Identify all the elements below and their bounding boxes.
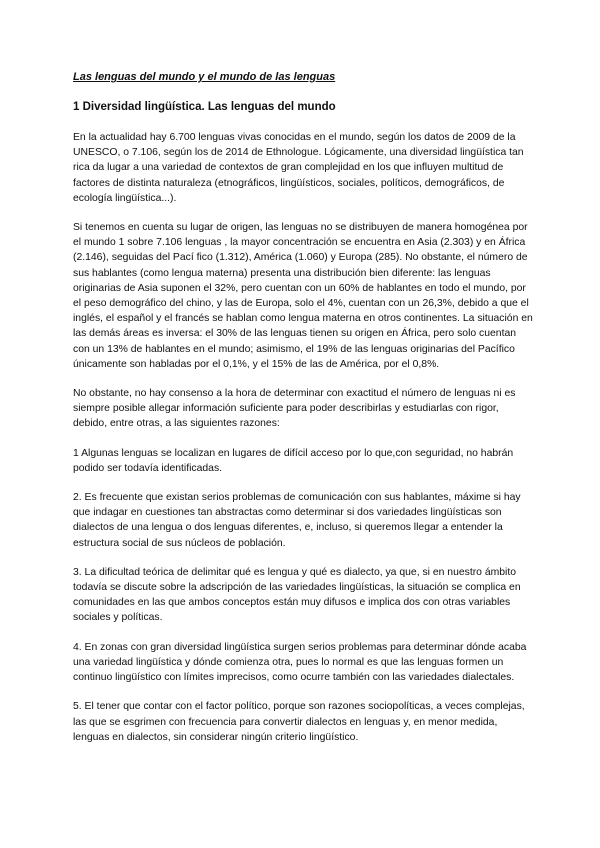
paragraph-reason-1: 1 Algunas lenguas se localizan en lugares de difícil acceso por lo que,con seguridad, no habrán podido ser todavía identificadas.	[73, 447, 514, 474]
paragraph-reason-2: 2. Es frecuente que existan serios problemas de comunicación con sus hablantes, máxime si hay que indagar en cuestiones tan abstractas como determinar si dos variedades lingüísticas son dialectos de una lengua o dos lenguas diferentes, e, incluso, si queremos llegar a entender la estructura social de sus núcleos de población.	[73, 492, 521, 549]
paragraph-reason-4: 4. En zonas con gran diversidad lingüística surgen serios problemas para determinar dónde acaba una variedad lingüística y dónde comienza otra, pues lo normal es que las lenguas formen un continuo lingüístico con límites imprecisos, como ocurre también con las variedades dialectales.	[73, 641, 527, 684]
paragraph-reason-5: 5. El tener que contar con el factor político, porque son razones sociopolíticas, a veces complejas, las que se esgrimen con frecuencia para convertir dialectos en lenguas y, en menor medida, lenguas en dialectos, sin considerar ningún criterio lingüístico.	[73, 701, 525, 743]
paragraph-intro: En la actualidad hay 6.700 lenguas vivas conocidas en el mundo, según los datos de 2009 de la UNESCO, o 7.106, según los de 2014 de Ethnologue. Lógicamente, una diversidad lingüística tan rica da lugar a una variedad de contextos de gran complejidad en los que influyen multitud de factores de distinta naturaleza (etnográficos, lingüísticos, sociales, políticos, demográficos, de ecología lingüística...).	[73, 132, 524, 204]
paragraph-reason-3: 3. La dificultad teórica de delimitar qué es lengua y qué es dialecto, ya que, si en nuestro ámbito todavía se discute sobre la adscripción de las variedades lingüísticas, la situación se complica en comunidades en las que ambos conceptos están muy difusos e implica dos con otras variables sociales y políticas.	[73, 566, 521, 624]
document-title: Las lenguas del mundo y el mundo de las lenguas	[73, 71, 336, 83]
section-heading: 1 Diversidad lingüística. Las lenguas del mundo	[73, 101, 336, 113]
paragraph-distribution: Si tenemos en cuenta su lugar de origen, las lenguas no se distribuyen de manera homogénea por el mundo 1 sobre 7.106 lenguas , la mayor concentración se encuentra en Asia (2.303) y en África (2.146), seguidas del Pací fico (1.312), América (1.060) y Europa (285). No obstante, el número de sus hablantes (como lengua materna) presenta una distribución bien diferente: las lenguas originarias de Asia suponen el 32%, pero cuentan con un 60% de hablantes en todo el mundo, por el peso demográfico del chino, y las de Europa, solo el 4%, cuentan con un 26,3%, debido a que el inglés, el español y el francés se hablan como lengua materna en otros continentes. La situación en las demás áreas es inversa: el 30% de las lenguas tienen su origen en África, pero solo cuentan con un 13% de hablantes en el mundo; asimismo, el 19% de las lenguas originarias del Pacífico únicamente son habladas por el 0,1%, y el 15% de las de América, por el 0,8%.	[73, 222, 533, 370]
paragraph-no-consensus: No obstante, no hay consenso a la hora de determinar con exactitud el número de lenguas ni es siempre posible allegar información suficiente para poder describirlas y estudiarlas con rigor, debido, entre otras, a las siguientes razones:	[73, 388, 516, 430]
document-page	[73, 70, 533, 745]
